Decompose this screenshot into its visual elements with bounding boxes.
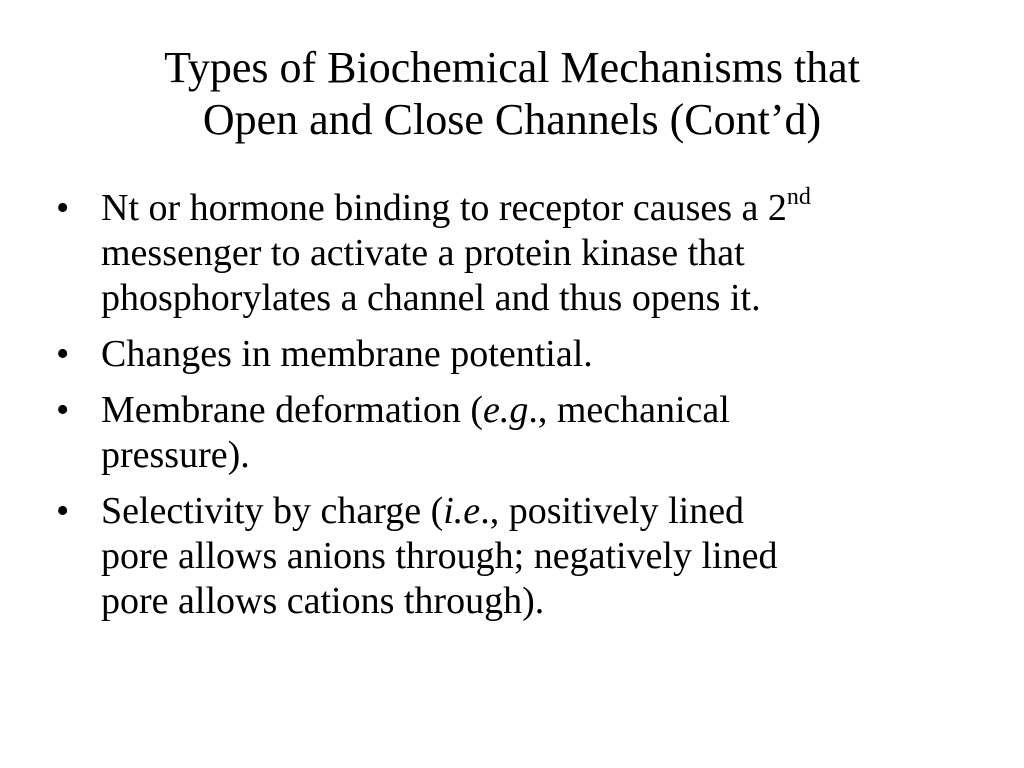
bullet-line: pore allows cations through). [101,580,545,622]
superscript-ordinal: nd [786,184,811,211]
slide-title-line-2: Open and Close Channels (Cont’d) [202,95,822,144]
slide-title-line-1: Types of Biochemical Mechanisms that [164,43,860,92]
bullet-list [56,186,976,635]
bullet-text: ., mechanical [528,389,730,431]
bullet-item-membrane-deformation [56,388,976,478]
bullet-text: Nt or hormone binding to receptor causes a 2 [101,187,787,229]
bullet-text: Membrane deformation ( [101,389,483,431]
bullet-line [101,388,976,433]
bullet-italic-text: i.e [443,490,481,532]
bullet-line: Changes in membrane potential. [101,333,593,375]
bullet-dot-icon: • [56,187,70,229]
bullet-line [101,186,976,231]
bullet-dot-icon: • [56,490,70,532]
bullet-item-selectivity-by-charge [56,489,976,624]
bullet-line: messenger to activate a protein kinase that [101,232,745,274]
slide-title [60,42,964,146]
bullet-line [101,489,976,534]
bullet-text: ., positively lined [480,490,745,532]
bullet-item-second-messenger [56,186,976,321]
bullet-italic-text: e.g [482,389,529,431]
bullet-dot-icon: • [56,333,70,375]
bullet-text: Selectivity by charge ( [101,490,444,532]
bullet-line: phosphorylates a channel and thus opens it. [101,277,761,319]
bullet-dot-icon: • [56,389,70,431]
bullet-item-membrane-potential [56,332,976,377]
bullet-line: pore allows anions through; negatively lined [101,535,778,577]
bullet-line: pressure). [101,434,250,476]
